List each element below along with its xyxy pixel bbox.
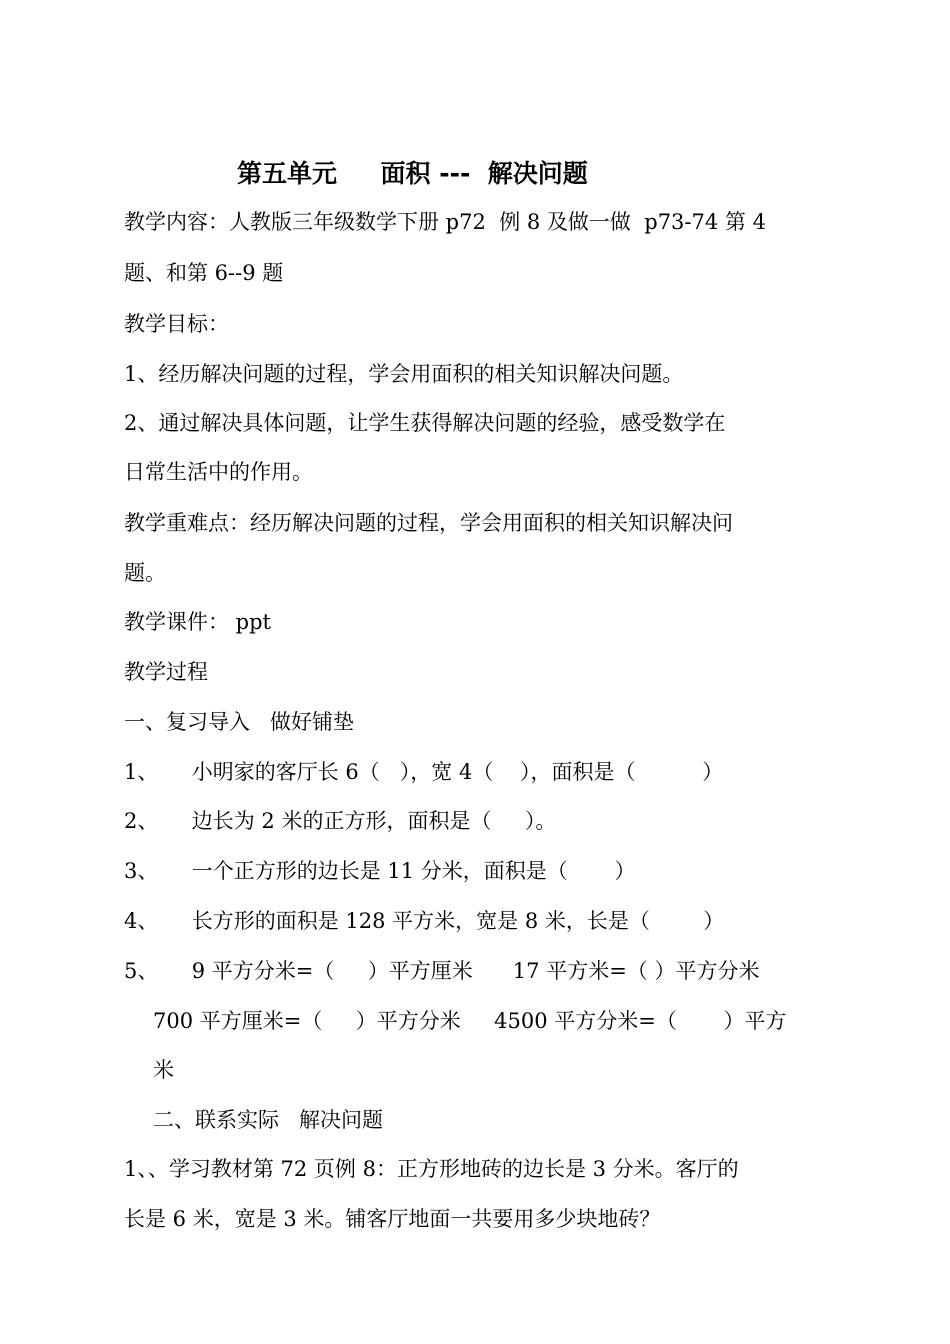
teaching-goal-2-line-2: 日常生活中的作用。 [124, 460, 313, 484]
example-problem-line-1: 1、、学习教材第 72 页例 8：正方形地砖的边长是 3 分米。客厅的 [124, 1157, 739, 1181]
section-2-heading: 二、联系实际 解决问题 [153, 1108, 384, 1132]
review-question-4: 4、 长方形的面积是 128 平方米，宽是 8 米，长是（ ） [124, 909, 725, 933]
review-question-1: 1、 小明家的客厅长 6（ ），宽 4（ ），面积是（ ） [124, 760, 724, 784]
review-question-5-line-3: 米 [153, 1058, 174, 1082]
review-question-2: 2、 边长为 2 米的正方形，面积是（ ）。 [124, 809, 557, 833]
review-question-5-line-1: 5、 9 平方分米=（ ）平方厘米 17 平方米=（ ）平方分米 [124, 959, 760, 983]
example-problem-line-2: 长是 6 米，宽是 3 米。铺客厅地面一共要用多少块地砖？ [124, 1207, 661, 1231]
teaching-content-line-1: 教学内容：人教版三年级数学下册 p72 例 8 及做一做 p73-74 第 4 [124, 210, 766, 234]
review-question-3: 3、 一个正方形的边长是 11 分米，面积是（ ） [124, 859, 636, 883]
teaching-process-heading: 教学过程 [124, 660, 208, 684]
teaching-materials: 教学课件： ppt [124, 610, 271, 634]
teaching-content-line-2: 题、和第 6--9 题 [124, 261, 284, 285]
section-1-heading: 一、复习导入 做好铺垫 [124, 710, 355, 734]
teaching-goal-2-line-1: 2、通过解决具体问题，让学生获得解决问题的经验，感受数学在 [124, 411, 726, 435]
teaching-goal-1: 1、经历解决问题的过程，学会用面积的相关知识解决问题。 [124, 362, 684, 386]
document-title: 第五单元 面积 --- 解决问题 [237, 159, 588, 188]
teaching-goals-heading: 教学目标： [124, 312, 229, 336]
key-points-line-2: 题。 [124, 561, 166, 585]
key-points-line-1: 教学重难点：经历解决问题的过程，学会用面积的相关知识解决问 [124, 511, 733, 535]
review-question-5-line-2: 700 平方厘米=（ ）平方分米 4500 平方分米=（ ）平方 [153, 1009, 787, 1033]
